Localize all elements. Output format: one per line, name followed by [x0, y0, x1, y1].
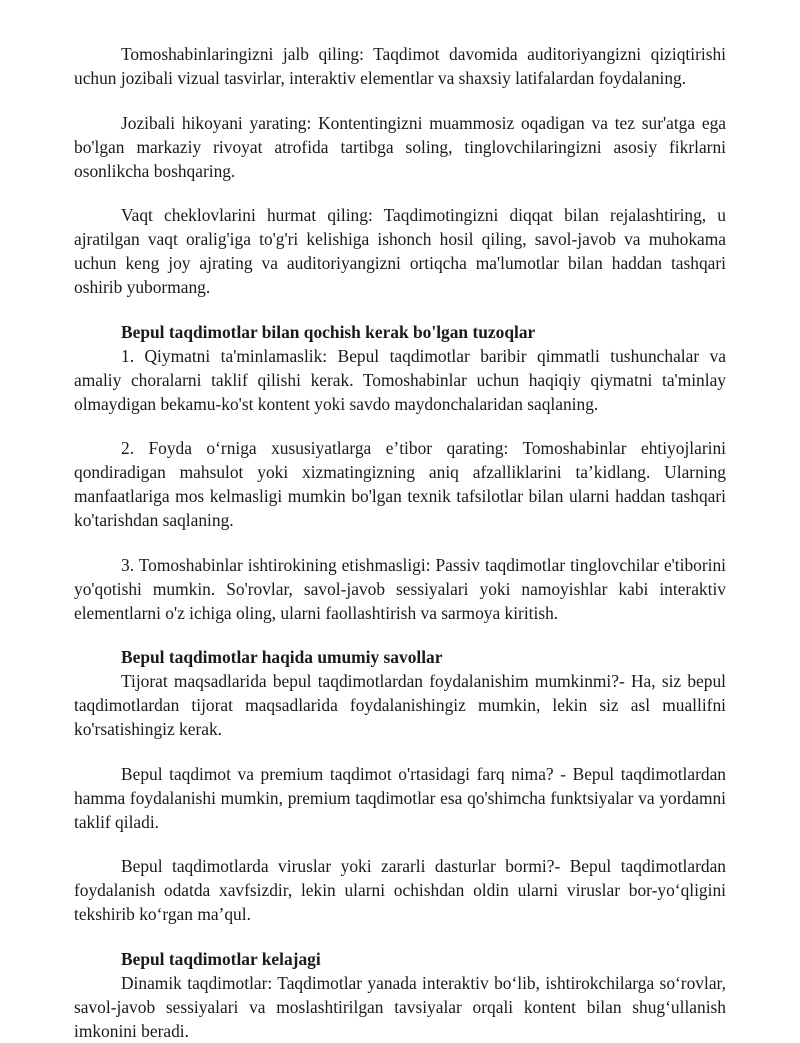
paragraph-compelling-story: Jozibali hikoyani yarating: Kontentingizni muammosiz oqadigan va tez sur'atga ega bo'lgan markaziy rivoyat atrofida tartibga soling, tinglovchilaringizni asosiy fikrlarni osonlikcha boshqaring. [74, 112, 726, 181]
paragraph-faq-1: Tijorat maqsadlarida bepul taqdimotlardan foydalanishim mumkinmi?- Ha, siz bepul taqdimotlardan tijorat maqsadlarida foydalanishingiz mumkin, lekin siz asl muallifni ko'rsatishingiz kerak. [74, 671, 726, 739]
paragraph-pitfall-3: 3. Tomoshabinlar ishtirokining etishmasligi: Passiv taqdimotlar tinglovchilar e'tiborini yo'qotishi mumkin. So'rovlar, savol-javob sessiyalari yoki namoyishlar kabi interaktiv elementlarni o'z ichiga oling, ularni faollashtirish va sarmoya kiritish. [74, 554, 726, 623]
paragraph-future-1: Dinamik taqdimotlar: Taqdimotlar yanada interaktiv boʻlib, ishtirokchilarga soʻrovlar, savol-javob sessiyalari va moslashtirilgan tavsiyalar orqali kontent bilan shugʻullanish imkonini beradi. [74, 972, 726, 1041]
paragraph-engage-audience: Tomoshabinlaringizni jalb qiling: Taqdimot davomida auditoriyangizni qiziqtirishi uchun jozibali vizual tasvirlar, interaktiv elementlar va shaxsiy latifalardan foydalaning. [74, 44, 726, 88]
paragraph-pitfall-2: 2. Foyda oʻrniga xususiyatlarga eʼtibor qarating: Tomoshabinlar ehtiyojlarini qondiradigan mahsulot yoki xizmatingizning aniq afzalliklarini taʼkidlang. Ularning manfaatlariga mos kelmasligi mumkin bo'lgan texnik tafsilotlar bilan ularni haddan tashqari ko'tarishdan saqlaning. [74, 438, 726, 530]
paragraph-faq-3: Bepul taqdimotlarda viruslar yoki zararli dasturlar bormi?- Bepul taqdimotlardan foydalanish odatda xavfsizdir, lekin ularni ochishdan oldin ularni viruslar bor-yoʻqligini tekshirib koʻrgan maʼqul. [74, 856, 726, 924]
heading-future: Bepul taqdimotlar kelajagi [121, 948, 321, 969]
heading-pitfalls: Bepul taqdimotlar bilan qochish kerak bo'lgan tuzoqlar [121, 321, 536, 342]
paragraph-pitfall-1: 1. Qiymatni ta'minlamaslik: Bepul taqdimotlar baribir qimmatli tushunchalar va amaliy choralarni taklif qilishi kerak. Tomoshabinlar uchun haqiqiy qiymatni ta'minlay olmaydigan bekamu-ko'st kontent yoki savdo maydonchalaridan saqlaning. [74, 345, 726, 414]
paragraph-time-limits: Vaqt cheklovlarini hurmat qiling: Taqdimotingizni diqqat bilan rejalashtiring, u ajratilgan vaqt oralig'iga to'g'ri kelishiga ishonch hosil qiling, savol-javob va muhokama uchun keng joy ajrating va auditoriyangizni ortiqcha ma'lumotlar bilan haddan tashqari oshirib yubormang. [74, 205, 726, 297]
paragraph-faq-2: Bepul taqdimot va premium taqdimot o'rtasidagi farq nima? - Bepul taqdimotlardan hamma foydalanishi mumkin, premium taqdimotlar esa qo'shimcha funktsiyalar va yordamni taklif qiladi. [74, 763, 726, 832]
heading-faq: Bepul taqdimotlar haqida umumiy savollar [121, 647, 443, 667]
